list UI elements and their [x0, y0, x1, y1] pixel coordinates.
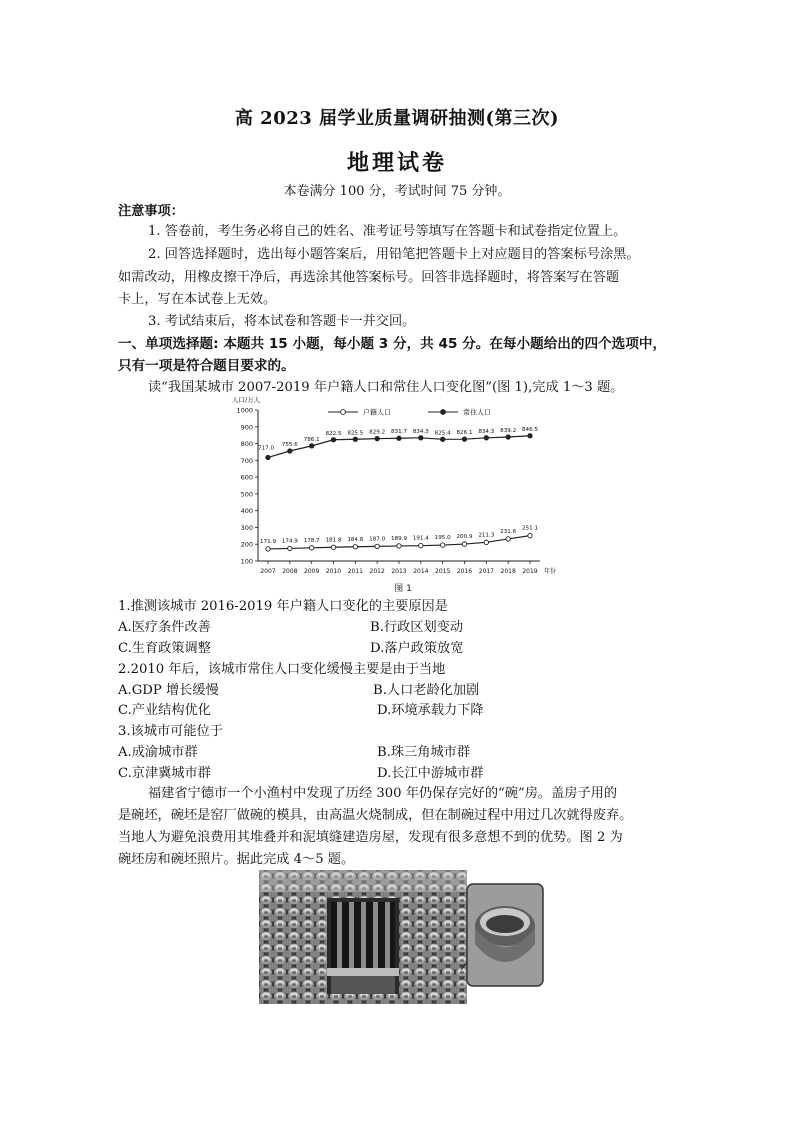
y-tick-label: 400 [240, 507, 253, 516]
x-tick-label: 2018 [500, 568, 516, 575]
q3-option-b[interactable]: B.珠三角城市群 [377, 745, 471, 760]
legend-label: 常住人口 [463, 408, 491, 417]
q3-option-a[interactable]: A.成渝城市群 [118, 745, 198, 760]
x-tick-label: 2010 [325, 568, 342, 575]
data-label: 181.8 [325, 537, 342, 544]
data-point [462, 542, 466, 546]
data-label: 786.1 [303, 436, 320, 443]
data-label: 171.9 [259, 538, 277, 545]
note-2-line-2: 如需改动，用橡皮擦干净后，再选涂其他答案标号。回答非选择题时，将答案写在答题 [118, 270, 620, 285]
y-axis-title: 人口/万人 [232, 396, 261, 404]
note-2-line-3: 卡上，写在本试卷上无效。 [118, 292, 277, 307]
data-label: 846.5 [521, 426, 539, 433]
bowl-mold-inset [467, 884, 543, 986]
x-tick-label: 2014 [413, 568, 429, 575]
note-2-line-1: 2. 回答选择题时，选出每小题答案后，用铅笔把答题卡上对应题目的答案标号涂黑。 [148, 247, 640, 262]
chart-axes [232, 395, 556, 594]
q1-option-c[interactable]: C.生育政策调整 [118, 641, 211, 656]
x-tick-label: 2011 [347, 568, 363, 575]
section1-intro: 读“我国某城市 2007-2019 年户籍人口和常住人口变化图”(图 1),完成 1～3 题。 [148, 380, 624, 395]
q3-option-c[interactable]: C.京津冀城市群 [118, 766, 211, 781]
passage-line-2: 是碗坯，碗坯是窑厂做碗的模具，由高温火烧制成，但在制碗过程中用过几次就得废弃。 [118, 808, 633, 823]
q3-option-d[interactable]: D.长江中游城市群 [377, 766, 484, 781]
q3-stem: 3.该城市可能位于 [118, 724, 223, 739]
data-label: 174.9 [281, 538, 298, 545]
data-label: 834.3 [478, 428, 495, 435]
data-point [309, 546, 313, 550]
data-point [375, 544, 379, 548]
data-point [266, 547, 270, 551]
passage-line-3: 当地人为避免浪费用其堆叠并和泥填缝建造房屋，发现有很多意想不到的优势。图 2 为 [118, 830, 623, 845]
q2-option-c[interactable]: C.产业结构优化 [118, 703, 211, 718]
figure-caption: 图 1 [394, 584, 412, 594]
y-tick-label: 500 [240, 490, 253, 499]
section1-heading-line-2: 只有一项是符合题目要求的。 [118, 358, 295, 374]
y-tick-label: 200 [240, 540, 253, 549]
q2-option-a[interactable]: A.GDP 增长缓慢 [118, 683, 219, 698]
data-point [353, 437, 357, 441]
data-label: 231.6 [500, 528, 517, 535]
data-point [288, 546, 292, 550]
y-tick-label: 700 [240, 456, 253, 465]
q1-option-b[interactable]: B.行政区划变动 [370, 620, 464, 635]
note-3: 3. 考试结束后，将本试卷和答题卡一并交回。 [148, 314, 416, 329]
passage-line-4: 碗坯房和碗坯照片。据此完成 4～5 题。 [118, 852, 355, 867]
data-label: 829.2 [369, 429, 386, 436]
data-label: 839.2 [500, 427, 517, 434]
data-label: 831.7 [390, 429, 408, 436]
data-label: 189.9 [390, 535, 408, 542]
x-tick-label: 2017 [478, 568, 494, 575]
y-tick-label: 100 [240, 557, 253, 566]
notes-heading: 注意事项： [118, 204, 184, 219]
data-point [419, 543, 423, 547]
data-label: 178.7 [303, 537, 320, 544]
data-point [484, 540, 488, 544]
window-grille [327, 898, 399, 994]
data-point [288, 449, 292, 453]
data-label: 251.1 [521, 525, 539, 532]
population-chart [228, 394, 568, 594]
y-tick-label: 600 [240, 473, 253, 482]
data-label: 826.1 [456, 430, 473, 437]
data-label: 825.5 [347, 430, 364, 437]
y-tick-label: 300 [240, 523, 253, 532]
note-1: 1. 答卷前，考生务必将自己的姓名、准考证号等填写在答题卡和试卷指定位置上。 [148, 224, 627, 239]
y-tick-label: 1000 [236, 406, 253, 415]
y-tick-label: 900 [240, 423, 253, 432]
section1-heading-line-1: 一、单项选择题: 本题共 15 小题，每小题 3 分，共 45 分。在每小题给出的四个选项中， [118, 336, 667, 352]
q1-option-d[interactable]: D.落户政策放宽 [370, 641, 464, 656]
exam-title: 高 2023 届学业质量调研抽测(第三次) [234, 108, 560, 129]
data-point [528, 533, 532, 537]
data-label: 191.4 [412, 535, 429, 542]
data-label: 755.6 [281, 442, 298, 449]
data-label: 825.4 [434, 430, 451, 437]
x-tick-label: 2008 [282, 568, 298, 575]
data-point [331, 545, 335, 549]
x-tick-label: 2016 [456, 568, 473, 575]
q2-option-b[interactable]: B.人口老龄化加剧 [373, 683, 480, 698]
x-tick-label: 2007 [260, 568, 276, 575]
x-tick-label: 2019 [522, 568, 538, 575]
data-point [309, 444, 313, 448]
x-tick-label: 2013 [391, 568, 407, 575]
x-tick-label: 2009 [304, 568, 320, 575]
data-label: 195.0 [434, 535, 451, 542]
q2-option-d[interactable]: D.环境承载力下降 [377, 703, 484, 718]
score-info: 本卷满分 100 分，考试时间 75 分钟。 [283, 184, 511, 199]
data-point [506, 537, 510, 541]
data-label: 211.3 [478, 532, 495, 539]
subject-title: 地理试卷 [346, 150, 447, 176]
data-label: 184.8 [347, 536, 364, 543]
data-point [419, 436, 423, 440]
data-point [528, 434, 532, 438]
data-point [397, 544, 401, 548]
chart-marks [258, 427, 538, 551]
x-tick-label: 2015 [435, 568, 451, 575]
data-label: 187.0 [369, 536, 386, 543]
data-point [266, 455, 270, 459]
data-point [462, 437, 466, 441]
data-label: 200.9 [456, 534, 473, 541]
data-point [331, 438, 335, 442]
data-label: 834.3 [412, 428, 429, 435]
data-point [440, 437, 444, 441]
y-tick-label: 800 [240, 440, 253, 449]
data-point [440, 543, 444, 547]
data-point [353, 545, 357, 549]
bowl-mold-house-photo [259, 870, 547, 1004]
data-point [397, 436, 401, 440]
legend-marker [341, 410, 346, 415]
data-point [484, 436, 488, 440]
x-tick-label: 2012 [369, 568, 385, 575]
x-axis-title: 年份 [544, 568, 557, 575]
data-point [506, 435, 510, 439]
legend-marker [441, 410, 446, 415]
q2-stem: 2.2010 年后，该城市常住人口变化缓慢主要是由于当地 [118, 662, 446, 677]
data-label: 822.5 [325, 430, 342, 437]
passage-line-1: 福建省宁德市一个小渔村中发现了历经 300 年仍保存完好的“碗”房。盖房子用的 [148, 786, 618, 801]
data-point [375, 436, 379, 440]
legend-label: 户籍人口 [363, 408, 391, 417]
q1-option-a[interactable]: A.医疗条件改善 [118, 620, 211, 635]
q1-stem: 1.推测该城市 2016-2019 年户籍人口变化的主要原因是 [118, 599, 448, 614]
data-label: 717.0 [257, 445, 275, 452]
